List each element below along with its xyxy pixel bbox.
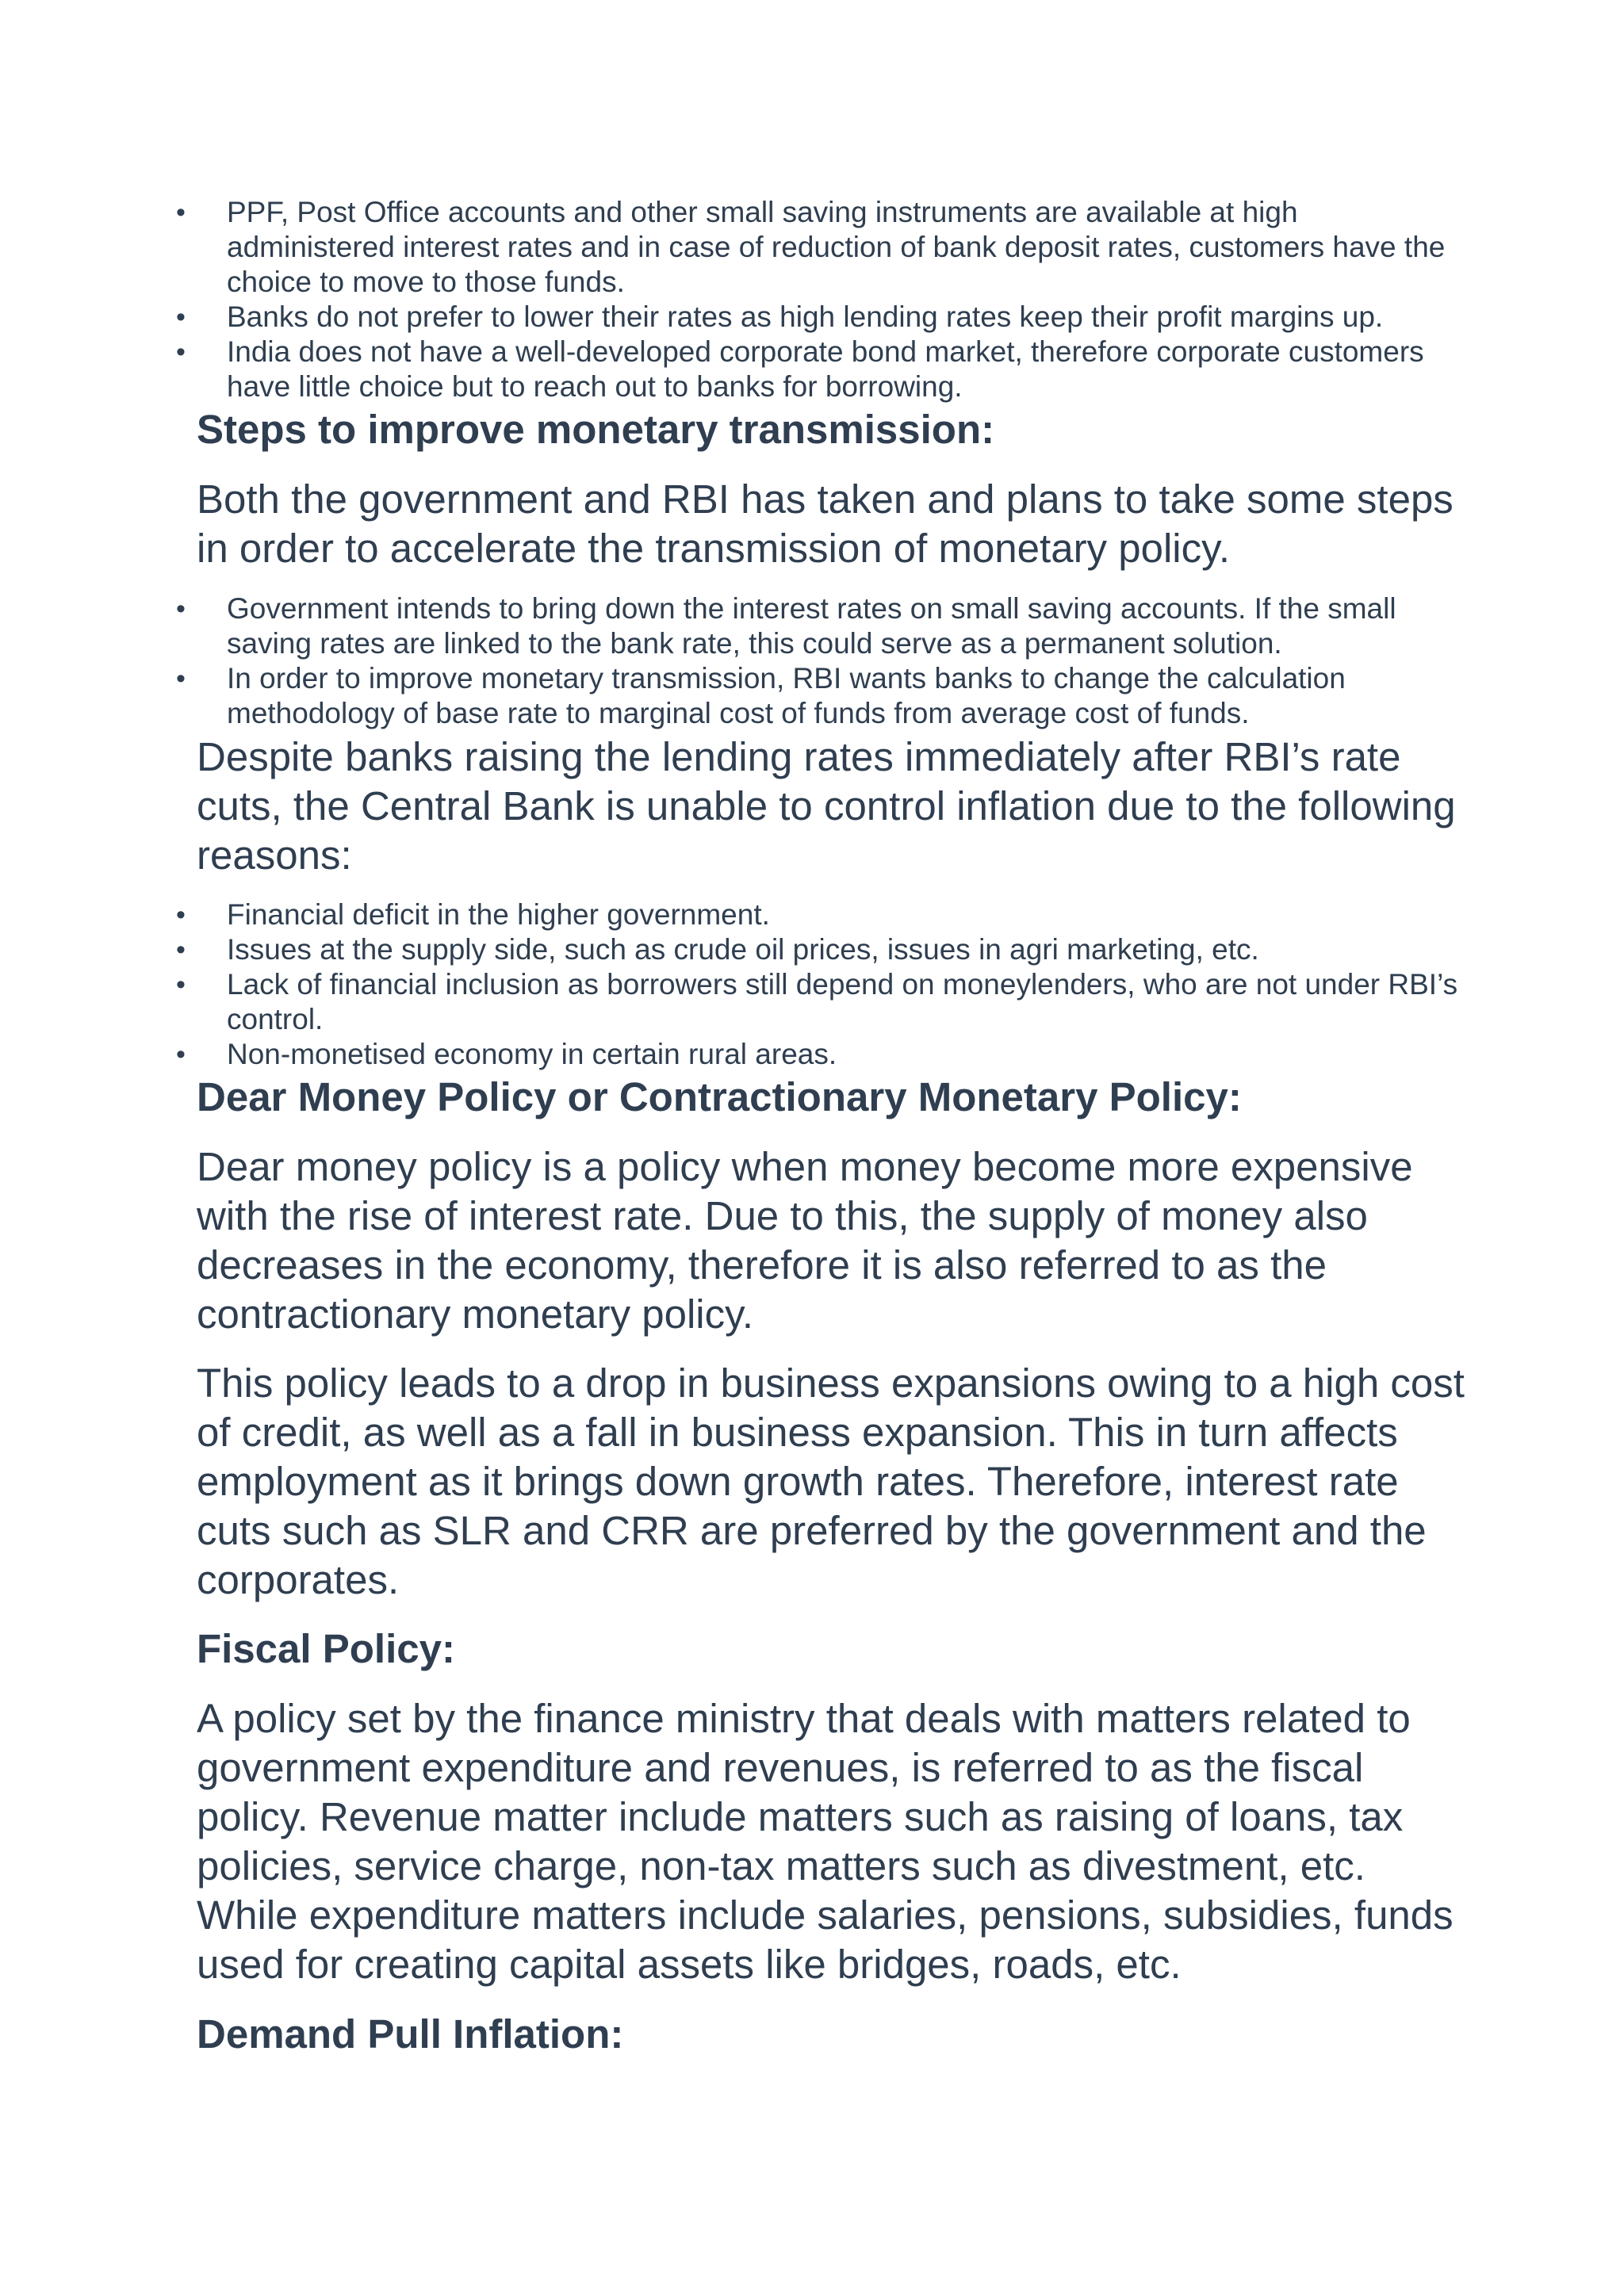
bullet-list-reasons	[176, 195, 1461, 404]
paragraph-dear-money-2: This policy leads to a drop in business expansions owing to a high cost of credit, as well as a fall in business expansion. This in turn affects employment as it brings down growth rates. Therefore, interest rate cuts such as SLR and CRR are preferred by the government and the corporates.	[197, 1360, 1465, 1602]
list-item: • Issues at the supply side, such as crude oil prices, issues in agri marketing, etc.	[176, 932, 1461, 967]
paragraph-dear-money-1: Dear money policy is a policy when money become more expensive with the rise of interest rate. Due to this, the supply of money also decreases in the economy, therefore it is also referred to as the contractionary monetary policy.	[197, 1144, 1413, 1337]
list-item: • India does not have a well-developed corporate bond market, therefore corporate customers have little choice but to reach out to banks for borrowing.	[176, 335, 1461, 404]
list-item: • In order to improve monetary transmission, RBI wants banks to change the calculation methodology of base rate to marginal cost of funds from average cost of funds.	[176, 661, 1461, 731]
list-item: • Non-monetised economy in certain rural areas.	[176, 1037, 1461, 1072]
bullet-list-steps	[176, 591, 1461, 731]
section-heading-demand-pull: Demand Pull Inflation:	[197, 2011, 624, 2057]
bullet-list-inflation-reasons	[176, 897, 1461, 1072]
section-heading-dear-money: Dear Money Policy or Contractionary Monetary Policy:	[197, 1074, 1242, 1119]
section-heading-steps: Steps to improve monetary transmission:	[197, 407, 995, 452]
paragraph-despite: Despite banks raising the lending rates immediately after RBI’s rate cuts, the Central Bank is unable to control inflation due to the following reasons:	[197, 734, 1456, 878]
list-item: • Financial deficit in the higher government.	[176, 897, 1461, 932]
section-heading-fiscal: Fiscal Policy:	[197, 1626, 455, 1671]
list-item: • Banks do not prefer to lower their rates as high lending rates keep their profit margins up.	[176, 300, 1461, 335]
list-item: • PPF, Post Office accounts and other small saving instruments are available at high administered interest rates and in case of reduction of bank deposit rates, customers have the choice to move to those funds.	[176, 195, 1461, 300]
list-item: • Lack of financial inclusion as borrowers still depend on moneylenders, who are not under RBI’s control.	[176, 967, 1461, 1037]
paragraph-fiscal: A policy set by the finance ministry that deals with matters related to government expenditure and revenues, is referred to as the fiscal policy. Revenue matter include matters such as raising of loans, tax policies, service charge, non-tax matters such as divestment, etc. While expenditure matters include salaries, pensions, subsidies, funds used for creating capital assets like bridges, roads, etc.	[197, 1696, 1454, 1987]
paragraph-steps: Both the government and RBI has taken and plans to take some steps in order to accelerate the transmission of monetary policy.	[197, 476, 1454, 571]
list-item: • Government intends to bring down the interest rates on small saving accounts. If the small saving rates are linked to the bank rate, this could serve as a permanent solution.	[176, 591, 1461, 661]
